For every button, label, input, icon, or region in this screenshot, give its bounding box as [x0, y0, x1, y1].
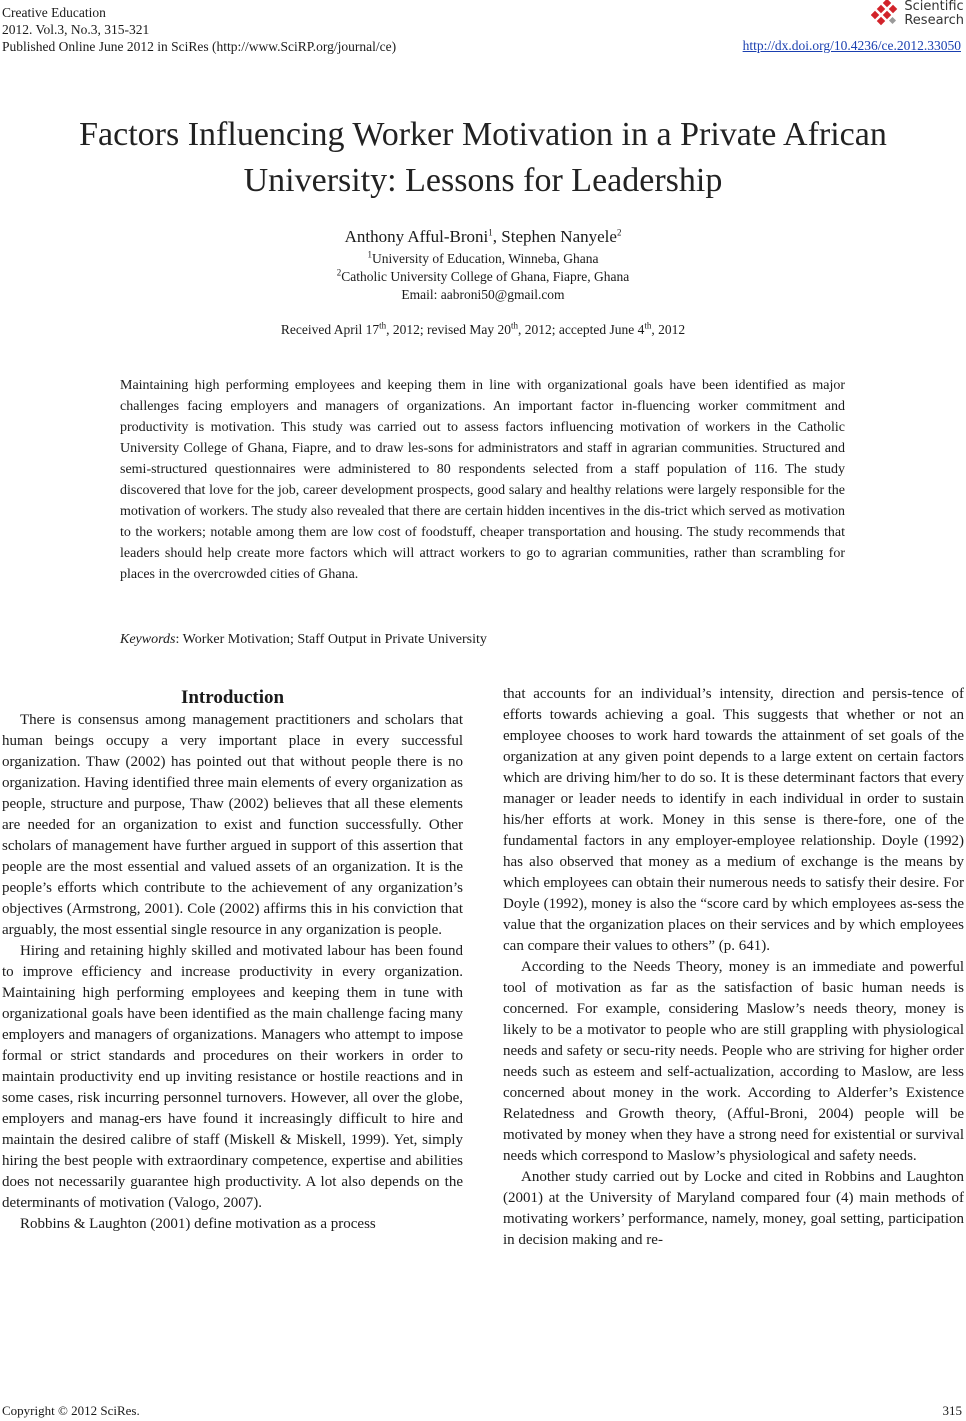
author-name: Anthony Afful-Broni	[344, 227, 489, 246]
author-list: Anthony Afful-Broni$^1$, Stephen Nanyele$^2$	[344, 227, 622, 246]
paragraph: There is consensus among management practitioners and scholars that human beings occupy a very important place in every successful organization. Thaw (2002) has pointed out that without people there is no organization. Having identified three main elements of every organization as people, structure and purpose, Thaw (2002) believes that all these elements are needed for an organization to exist and function successfully. Other scholars of management have further argued in support of this assertion that people are the most essential and valued assets of an organization. It is the people’s efforts which contribute to the achievement of any organization’s objectives (Armstrong, 2001). Cole (2002) affirms this in his conviction that arguably, the most essential single resource in any organization is people.	[2, 712, 463, 938]
paragraph: According to the Needs Theory, money is an immediate and powerful tool of motivation as far as the satisfaction of basic human needs is concerned. For example, considering Maslow’s needs theory, money is likely to be a motivator to people who are still grappling with physiological needs and safety or secu-rity needs. People who are striving for higher order needs such as esteem and self-actualization, according to Maslow, are less concerned about money in the work. According to Alderfer’s Existence Relatedness and Growth theory, (Afful-Broni, 2004) people will be motivated by money when they have a strong need for existential or survival needs which correspond to Maslow’s physiological and safety needs.	[503, 959, 964, 1164]
paper-title: Factors Influencing Worker Motivation in a Private African University: Lessons for Leadership	[79, 116, 887, 199]
scientific-research-logo-icon	[871, 0, 901, 28]
right-column	[503, 684, 964, 1251]
author-email: Email: aabroni50@gmail.com	[401, 287, 565, 302]
received-dates: Received April 17th, 2012; revised May 20th, 2012; accepted June 4th, 2012	[280, 320, 686, 337]
affiliation-2: $^2$Catholic University College of Ghana, Fiapre, Ghana	[336, 267, 630, 284]
running-header	[2, 4, 396, 55]
publisher-name: Scientific Research	[904, 0, 964, 28]
publisher-logo	[871, 0, 964, 28]
published-line: Published Online June 2012 in SciRes (http://www.SciRP.org/journal/ce)	[2, 39, 397, 54]
affiliation-1: $^1$University of Education, Winneba, Ghana	[367, 249, 599, 266]
doi-link[interactable]: http://dx.doi.org/10.4236/ce.2012.33050	[742, 38, 961, 53]
journal-volume: 2012. Vol.3, No.3, 315-321	[2, 22, 150, 37]
journal-name: Creative Education	[2, 5, 106, 20]
paragraph: Hiring and retaining highly skilled and motivated labour has been found to improve efficiency and increase productivity in every organization. Maintaining high performing employees and keeping them in tune with organizational goals have been identified as the main challenge facing many employers and managers of organizations. Managers who attempt to impose formal or strict standards and procedures on their workers in order to maintain productivity end up inviting resistance or hostile reactions and in some cases, risk incurring personnel turnovers. However, all over the globe, employers and manag-ers have found it increasingly difficult to hire and maintain the desired calibre of staff (Miskell & Miskell, 1999). Yet, simply hiring the best people with extraordinary competence, expertise and abilities does not necessarily guarantee high productivity. A lot also depends on the determinants of motivation (Valogo, 2007).	[2, 943, 463, 1211]
author-name: Stephen Nanyele	[501, 227, 617, 246]
abstract: Maintaining high performing employees and keeping them in line with organizational goals have been identified as major challenges facing employers and managers of organizations. An important factor in-fluencing worker commitment and productivity is motivation. This study was carried out to assess factors influencing motivation of workers in the Catholic University College of Ghana, Fiapre, and to draw les-sons for administrators and staff in agrarian communities. Structured and semi-structured questionnaires were administered to 80 respondents selected from a staff population of 116. The study discovered that love for the job, career development prospects, good salary and healthy relations were largely responsible for the motivation of workers. The study also revealed that there are certain hidden incentives in the dis-trict which served as motivation to the workers; notable among them are low cost of foodstuff, cheaper transportation and housing. The study recommends that leaders should help create more factors which will attract workers to go to agrarian communities, rather than scrambling for places in the overcrowded cities of Ghana.	[120, 378, 845, 582]
paragraph: that accounts for an individual’s intensity, direction and persis-tence of efforts towards achieving a goal. This suggests that whether or not an employee chooses to work hard towards the attainment of set goals of the organization at any given point depends to a large extent on certain factors which are driving him/her to do so. It is these determinant factors that every manager or leader needs to identify in each individual in order to sustain his/her efforts at work. Money in this sense is there-fore, one of the fundamental factors in any employer-employee relationship. Doyle (1992) has also observed that money as a medium of exchange is the means by which employees can obtain their numerous needs to satisfy their desire. For Doyle (1992), money is also the “score card by which employees as-sess the value that the organization places on their services and by which employees can compare their values to others” (p. 641).	[503, 686, 964, 954]
page-number: 315	[942, 1403, 962, 1418]
copyright: Copyright © 2012 SciRes.	[2, 1403, 140, 1418]
section-heading: Introduction	[180, 687, 285, 708]
left-column	[2, 686, 463, 1235]
keywords: Keywords: Worker Motivation; Staff Output in Private University	[120, 632, 487, 647]
paragraph: Robbins & Laughton (2001) define motivation as a process	[20, 1216, 376, 1232]
paragraph: Another study carried out by Locke and cited in Robbins and Laughton (2001) at the University of Maryland compared four (4) main methods of motivating workers’ performance, namely, money, goal setting, participation in decision making and re-	[503, 1169, 964, 1248]
keywords-label: Keywords	[120, 632, 176, 647]
